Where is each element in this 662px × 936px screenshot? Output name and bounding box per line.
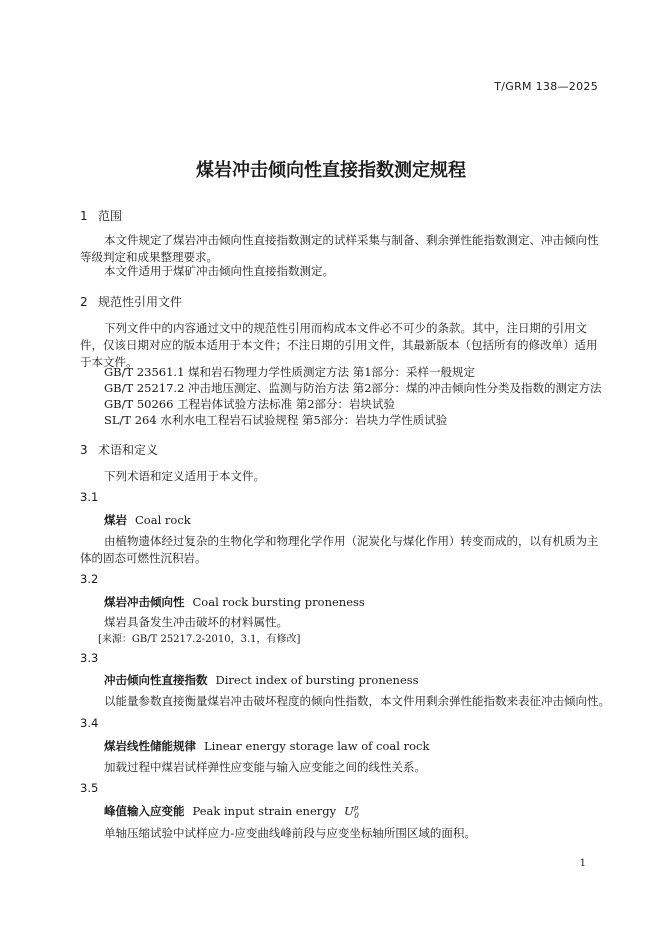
- term-entry: [104, 738, 429, 754]
- reference-item: GB/T 50266 工程岩体试验方法标准 第2部分：岩块试验: [104, 397, 396, 411]
- term-zh: 煤岩冲击倾向性: [104, 595, 185, 609]
- term-number: 3.2: [80, 572, 99, 586]
- term-entry: [104, 594, 365, 610]
- term-en: Coal rock: [135, 513, 191, 527]
- term-definition: 煤岩具备发生冲击破坏的材料属性。: [104, 615, 288, 629]
- section-1-heading: [80, 207, 122, 224]
- section-title: 范围: [98, 209, 123, 223]
- term-en: Coal rock bursting proneness: [192, 595, 365, 609]
- term-number: 3.3: [80, 651, 99, 665]
- section-title: 规范性引用文件: [98, 295, 183, 309]
- term-source: [来源：GB/T 25217.2-2010，3.1，有修改]: [98, 634, 301, 645]
- term-definition: 加载过程中煤岩试样弹性应变能与输入应变能之间的线性关系。: [104, 760, 426, 774]
- section-3-heading: [80, 441, 158, 458]
- section-number: 3: [80, 443, 88, 457]
- term-entry: [104, 672, 419, 688]
- paragraph: 下列文件中的内容通过文中的规范性引用而构成本文件必不可少的条款。其中，注日期的引用文件，仅该日期对应的版本适用于本文件；不注日期的引用文件，其最新版本（包括所有的修改单）适用于本文件。: [80, 321, 598, 369]
- page-number: 1: [579, 858, 586, 869]
- term-zh: 煤岩线性储能规律: [104, 739, 196, 753]
- term-en: Linear energy storage law of coal rock: [204, 739, 430, 753]
- term-symbol: $U^p_0$: [344, 804, 359, 821]
- section-number: 2: [80, 295, 88, 309]
- term-zh: 煤岩: [104, 513, 127, 527]
- document-id: T/GRM 138—2025: [494, 80, 598, 93]
- term-entry: [104, 803, 359, 820]
- reference-item: GB/T 25217.2 冲击地压测定、监测与防治方法 第2部分：煤的冲击倾向性分类及指数的测定方法: [104, 381, 602, 395]
- reference-item: GB/T 23561.1 煤和岩石物理力学性质测定方法 第1部分：采样一般规定: [104, 365, 476, 379]
- term-definition: 单轴压缩试验中试样应力-应变曲线峰前段与应变坐标轴所围区域的面积。: [104, 826, 476, 840]
- term-en: Direct index of bursting proneness: [215, 673, 419, 687]
- term-number: 3.5: [80, 781, 99, 795]
- section-number: 1: [80, 209, 88, 223]
- term-en: Peak input strain energy: [192, 804, 337, 818]
- term-definition: 由植物遗体经过复杂的生物化学和物理化学作用（泥炭化与煤化作用）转变而成的，以有机质为主体的固态可燃性沉积岩。: [80, 534, 599, 565]
- paragraph: 本文件规定了煤岩冲击倾向性直接指数测定的试样采集与制备、剩余弹性能指数测定、冲击倾向性等级判定和成果整理要求。: [80, 233, 599, 264]
- term-number: 3.4: [80, 716, 99, 730]
- term-definition: 以能量参数直接衡量煤岩冲击破坏程度的倾向性指数，本文件用剩余弹性能指数来表征冲击倾向性。: [104, 694, 610, 708]
- term-entry: [104, 512, 191, 528]
- term-zh: 峰值输入应变能: [104, 804, 185, 818]
- reference-item: SL/T 264 水利水电工程岩石试验规程 第5部分：岩块力学性质试验: [104, 413, 448, 427]
- term-zh: 冲击倾向性直接指数: [104, 673, 208, 687]
- section-title: 术语和定义: [98, 443, 159, 457]
- section-2-heading: [80, 293, 182, 310]
- document-title: 煤岩冲击倾向性直接指数测定规程: [196, 160, 466, 181]
- section-intro: 下列术语和定义适用于本文件。: [104, 469, 265, 483]
- paragraph: 本文件适用于煤矿冲击倾向性直接指数测定。: [104, 264, 334, 278]
- term-number: 3.1: [80, 490, 99, 504]
